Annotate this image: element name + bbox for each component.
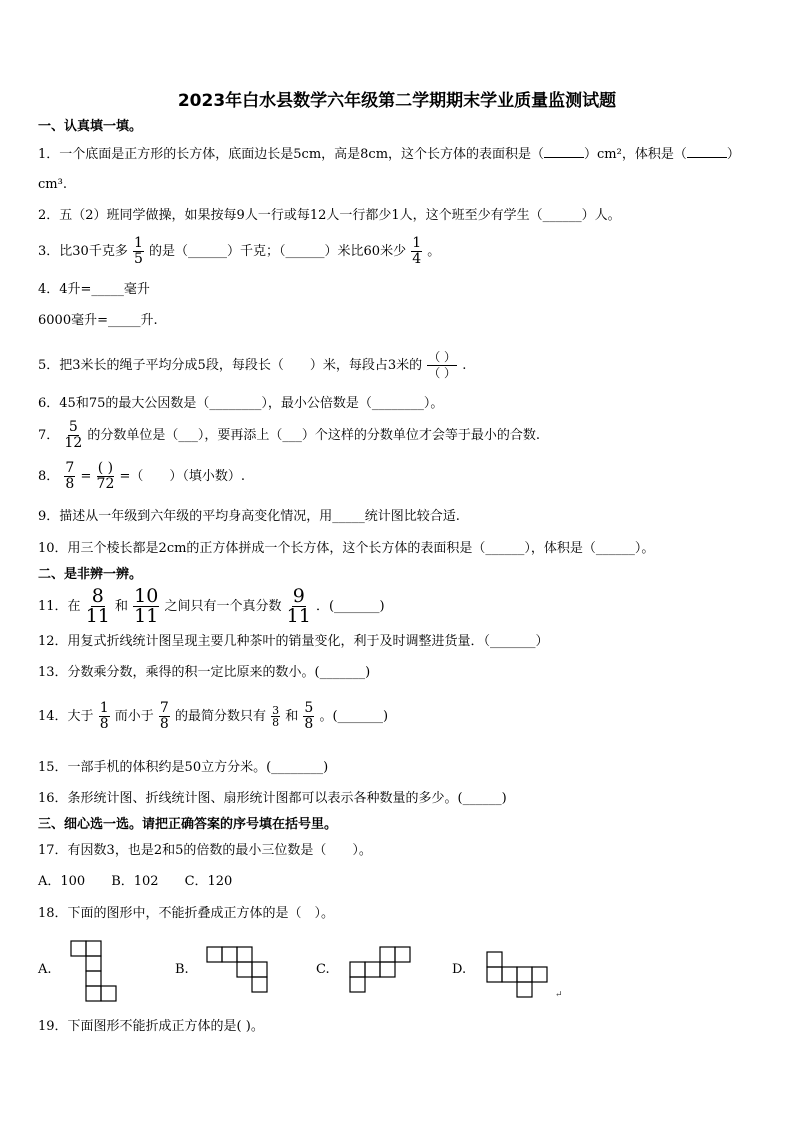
fraction-numerator: 10 xyxy=(134,585,159,607)
q8-text-a: 8． xyxy=(38,469,60,484)
q3-text-a: 3．比30千克多 xyxy=(38,244,128,259)
q1-blank-2[interactable] xyxy=(687,157,727,158)
fraction-numerator: 5 xyxy=(304,700,314,716)
fraction-denominator: 8 xyxy=(304,716,314,732)
fraction-denominator: 4 xyxy=(412,251,422,267)
fraction-numerator: 8 xyxy=(91,585,104,607)
q11-text-b: 和 xyxy=(115,599,129,614)
q8-text-c: =（ ）（填小数）. xyxy=(119,469,246,484)
question-1 xyxy=(38,146,740,164)
q14-text-a: 14．大于 xyxy=(38,709,94,724)
question-2: 2．五（2）班同学做操，如果按每9人一行或每12人一行都少1人，这个班至少有学生（______）人。 xyxy=(38,208,621,223)
q14-text-c: 的最简分数只有 xyxy=(174,709,266,724)
question-4-a: 4．4升=_____毫升 xyxy=(38,282,150,297)
q1-text-a: 1．一个底面是正方形的长方体，底面边长是5cm，高是8cm，这个长方体的表面积是（ xyxy=(38,147,545,162)
question-4-b: 6000毫升=_____升. xyxy=(38,313,158,328)
q14-text-b: 而小于 xyxy=(114,709,154,724)
fraction-numerator: 9 xyxy=(292,585,305,607)
question-10: 10．用三个棱长都是2cm的正方体拼成一个长方体，这个长方体的表面积是（______），体积是（______）。 xyxy=(38,541,655,556)
question-6: 6．45和75的最大公因数是（________），最小公倍数是（________）。 xyxy=(38,396,444,411)
question-12: 12．用复式折线统计图呈现主要几种茶叶的销量变化，利于及时调整进货量．（_______） xyxy=(38,634,549,649)
q18-cube-nets xyxy=(0,935,794,1005)
question-17: 17．有因数3，也是2和5的倍数的最小三位数是（ ）。 xyxy=(38,843,372,858)
q8-fraction-2 xyxy=(97,461,115,492)
q14-fraction-2 xyxy=(159,701,170,732)
question-17-options: A．100 B．102 C．120 xyxy=(38,874,233,889)
q18-option-c-label: C. xyxy=(316,962,330,977)
q11-fraction-2 xyxy=(133,587,159,626)
q3-fraction-1 xyxy=(133,236,144,267)
page-title: 2023年白水县数学六年级第二学期期末学业质量监测试题 xyxy=(177,91,617,111)
q11-text-c: 之间只有一个真分数 xyxy=(164,599,282,614)
q8-fraction-1 xyxy=(64,461,75,492)
q14-fraction-3 xyxy=(271,705,280,728)
q14-text-e: 。(_______) xyxy=(319,709,389,724)
q7-fraction xyxy=(64,420,82,451)
net-option-b xyxy=(207,947,267,992)
section-1-heading: 一、认真填一填。 xyxy=(38,119,143,134)
fraction-denominator: 12 xyxy=(64,435,83,451)
q7-text-a: 7． xyxy=(38,428,60,443)
fraction-denominator: 11 xyxy=(85,605,110,627)
net-option-d xyxy=(487,952,547,997)
question-16: 16．条形统计图、折线统计图、扇形统计图都可以表示各种数量的多少。(______) xyxy=(38,791,507,806)
question-5 xyxy=(38,350,466,381)
question-18: 18．下面的图形中，不能折叠成正方体的是（ ）。 xyxy=(38,906,335,921)
question-8 xyxy=(38,461,245,492)
q18-option-d-label: D. xyxy=(452,962,467,977)
section-2-heading: 二、是非辨一辨。 xyxy=(38,567,143,582)
q14-fraction-4 xyxy=(303,701,314,732)
question-9: 9．描述从一年级到六年级的平均身高变化情况，用_____统计图比较合适. xyxy=(38,509,460,524)
q1-text-c: ） xyxy=(726,147,740,162)
question-13: 13．分数乘分数，乘得的积一定比原来的数小。(_______) xyxy=(38,665,371,680)
fraction-numerator: 3 xyxy=(272,704,280,717)
net-option-c xyxy=(350,947,410,992)
q3-text-b: 的是（______）千克；（______）米比60米少 xyxy=(149,244,407,259)
fraction-numerator: 1 xyxy=(412,235,422,251)
question-3 xyxy=(38,236,440,267)
fraction-numerator: （ ） xyxy=(428,350,457,364)
fraction-numerator: 7 xyxy=(65,460,75,476)
q5-text-a: 5．把3米长的绳子平均分成5段，每段长（ ）米，每段占3米的 xyxy=(38,358,423,373)
question-14 xyxy=(38,701,388,732)
q11-text-a: 11．在 xyxy=(38,599,81,614)
q3-fraction-2 xyxy=(411,236,422,267)
fraction-denominator: 8 xyxy=(159,716,169,732)
q1-blank-1[interactable] xyxy=(544,157,584,158)
fraction-denominator: 8 xyxy=(99,716,109,732)
q1-text-b: ）cm²，体积是（ xyxy=(584,147,687,162)
q8-text-b: = xyxy=(80,469,92,484)
q5-fraction xyxy=(427,350,457,381)
question-15: 15．一部手机的体积约是50立方分米。(________) xyxy=(38,760,329,775)
q11-fraction-3 xyxy=(287,587,311,626)
question-19: 19．下面图形不能折成正方体的是( )。 xyxy=(38,1019,264,1034)
q14-text-d: 和 xyxy=(285,709,299,724)
question-11 xyxy=(38,587,385,626)
q5-text-b: . xyxy=(462,358,467,373)
q14-fraction-1 xyxy=(99,701,110,732)
fraction-denominator: 8 xyxy=(65,476,75,492)
section-3-heading: 三、细心选一选。请把正确答案的序号填在括号里。 xyxy=(38,817,338,832)
q18-option-b-label: B. xyxy=(175,962,189,977)
q7-text-b: 的分数单位是（___），要再添上（___）个这样的分数单位才会等于最小的合数. xyxy=(87,428,541,443)
net-option-a xyxy=(71,941,116,1001)
q11-text-d: ．(_______) xyxy=(315,599,385,614)
fraction-numerator: 7 xyxy=(159,700,169,716)
question-1-cont: cm³. xyxy=(38,177,67,192)
fraction-numerator: 1 xyxy=(133,235,143,251)
fraction-denominator: 11 xyxy=(134,605,159,627)
fraction-denominator: （ ） xyxy=(428,366,457,380)
q3-text-c: 。 xyxy=(427,244,441,259)
q11-fraction-1 xyxy=(86,587,110,626)
fraction-numerator: 5 xyxy=(68,419,78,435)
return-mark-icon: ↵ xyxy=(555,990,563,1000)
question-7 xyxy=(38,420,540,451)
q18-option-a-label: A. xyxy=(38,962,52,977)
fraction-numerator: ( ) xyxy=(97,460,114,476)
fraction-numerator: 1 xyxy=(99,700,109,716)
fraction-denominator: 72 xyxy=(96,476,115,492)
fraction-denominator: 8 xyxy=(272,716,280,729)
fraction-denominator: 5 xyxy=(133,251,143,267)
fraction-denominator: 11 xyxy=(286,605,311,627)
